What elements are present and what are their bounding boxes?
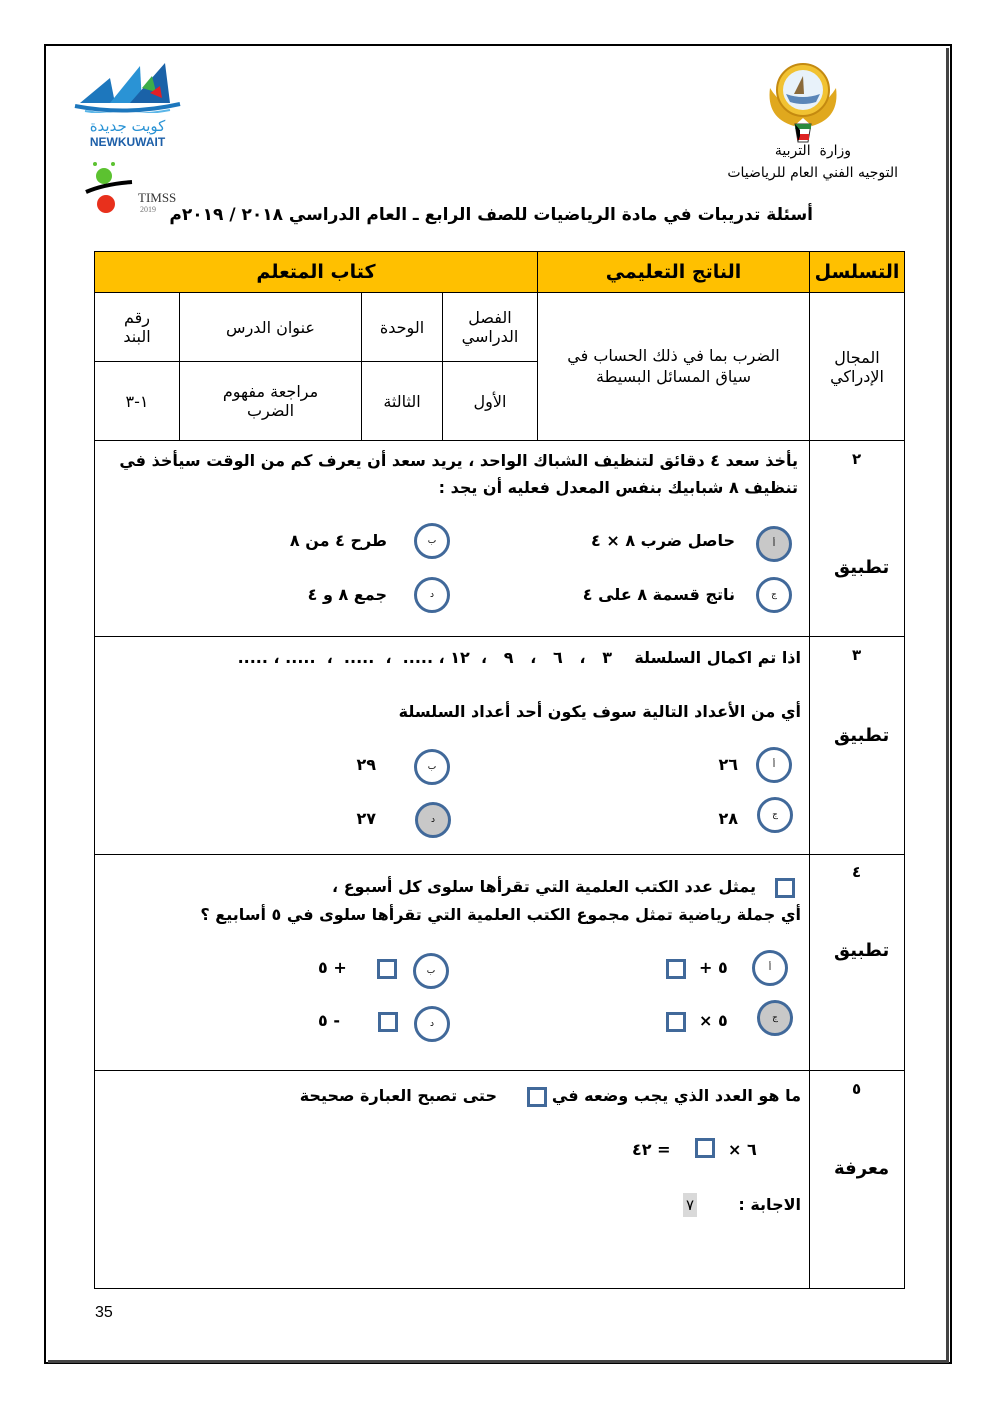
header-outcome: الناتج التعليمي	[537, 251, 810, 293]
ministry-name: وزارة التربية	[774, 143, 851, 159]
q4-option-a-radio[interactable]: أ	[752, 950, 788, 986]
timss-label: TIMSS	[138, 190, 177, 205]
newkuwait-english: NEWKUWAIT	[89, 135, 166, 149]
kuwait-emblem	[764, 58, 842, 150]
q5-inline-box	[527, 1087, 547, 1107]
value-semester: الأول	[442, 361, 538, 441]
cognitive-domain-label: المجال الإدراكي	[809, 292, 905, 441]
q3-number: ٣	[852, 646, 862, 664]
q5-text-after-box: حتى تصبح العبارة صحيحة	[299, 1086, 497, 1105]
q3-option-d-radio[interactable]: د	[415, 802, 451, 838]
subheader-item-number: رقم البند	[94, 292, 180, 362]
q2-number: ٢	[852, 450, 862, 468]
header-sequence: التسلسل	[809, 251, 905, 293]
q4-option-c-text: × ٥	[699, 1011, 728, 1030]
q3-option-c-radio[interactable]: ج	[757, 797, 793, 833]
value-unit: الثالثة	[361, 361, 443, 441]
q5-answer-label: الاجابة :	[738, 1195, 801, 1214]
q4-number: ٤	[852, 863, 862, 881]
q3-option-b-text: ٢٩	[356, 755, 376, 774]
q2-option-a-text: حاصل ضرب ٨ × ٤	[591, 531, 735, 550]
q2-option-c-radio[interactable]: ج	[756, 577, 792, 613]
q3-cell	[94, 636, 810, 855]
q4-side-cell	[809, 854, 905, 1071]
timss-figure-icon	[84, 160, 144, 215]
q3-option-a-radio[interactable]: أ	[756, 747, 792, 783]
q2-side-cell	[809, 440, 905, 637]
newkuwait-sail-icon	[70, 58, 185, 113]
q5-text-before-box: ما هو العدد الذي يجب وضعه في	[551, 1086, 801, 1105]
learning-outcome: الضرب بما في ذلك الحساب في سياق المسائل البسيطة	[537, 292, 810, 441]
page-number: 35	[95, 1304, 113, 1321]
q5-answer-value: ٧	[683, 1193, 697, 1217]
q5-equation-left: ٤٢ =	[632, 1140, 671, 1159]
page-title: أسئلة تدريبات في مادة الرياضيات للصف الرابع ـ العام الدراسي ٢٠١٨ / ٢٠١٩م	[169, 205, 813, 225]
q4-option-d-radio[interactable]: د	[414, 1006, 450, 1042]
q3-series-text: اذا تم اكمال السلسلة ٣ ، ٦ ، ٩ ، ١٢ ، ..... ، ..... ، ..... ، .....	[237, 648, 801, 667]
q3-option-c-text: ٢٨	[718, 809, 738, 828]
q5-domain: معرفة	[834, 1158, 890, 1179]
newkuwait-arabic: كويت جديدة	[89, 117, 166, 135]
q4-option-c-radio[interactable]: ج	[757, 1000, 793, 1036]
q2-option-b-text: طرح ٤ من ٨	[289, 531, 387, 550]
q2-text-line1: يأخذ سعد ٤ دقائق لتنظيف الشباك الواحد ، يريد سعد أن يعرف كم من الوقت سيأخذ في	[119, 451, 798, 470]
newkuwait-logo	[70, 58, 185, 149]
q4-option-d-text: ٥ -	[318, 1011, 340, 1030]
department-name: التوجيه الفني العام للرياضيات	[727, 165, 898, 181]
subheader-lesson-title: عنوان الدرس	[179, 292, 362, 362]
timss-year: 2019	[140, 205, 156, 214]
q4-option-b-box	[377, 959, 397, 979]
q2-domain: تطبيق	[834, 557, 890, 578]
value-item-number: ١-٣	[94, 361, 180, 441]
value-lesson-title: مراجعة مفهوم الضرب	[179, 361, 362, 441]
q4-option-c-box	[666, 1012, 686, 1032]
q4-option-d-box	[378, 1012, 398, 1032]
q4-text-line2: أي جملة رياضية تمثل مجموع الكتب العلمية التي تقرأها سلوى في ٥ أسابيع ؟	[200, 905, 801, 924]
q4-option-b-radio[interactable]: ب	[413, 953, 449, 989]
q3-domain: تطبيق	[834, 725, 890, 746]
kuwait-emblem-icon	[764, 58, 842, 146]
q4-option-a-text: + ٥	[699, 958, 728, 977]
q5-equation-box	[695, 1138, 715, 1158]
header-learner-book: كتاب المتعلم	[94, 251, 538, 293]
q4-text-line1: يمثل عدد الكتب العلمية التي تقرأها سلوى كل أسبوع ،	[332, 877, 756, 896]
q4-unknown-box	[775, 878, 795, 898]
q2-option-d-text: جمع ٨ و ٤	[307, 585, 387, 604]
q5-number: ٥	[852, 1080, 862, 1098]
q4-domain: تطبيق	[834, 940, 890, 961]
q5-side-cell	[809, 1070, 905, 1289]
q3-option-d-text: ٢٧	[356, 809, 376, 828]
q3-text-line2: أي من الأعداد التالية سوف يكون أحد أعداد السلسلة	[398, 702, 801, 721]
q5-equation-right: × ٦	[728, 1140, 757, 1159]
q3-option-a-text: ٢٦	[718, 755, 738, 774]
q2-option-c-text: ناتج قسمة ٨ على ٤	[582, 585, 735, 604]
subheader-semester: الفصل الدراسي	[442, 292, 538, 362]
q3-option-b-radio[interactable]: ب	[414, 749, 450, 785]
q2-option-a-radio[interactable]: أ	[756, 526, 792, 562]
q4-option-b-text: ٥ +	[318, 958, 347, 977]
subheader-unit: الوحدة	[361, 292, 443, 362]
q4-option-a-box	[666, 959, 686, 979]
q2-option-b-radio[interactable]: ب	[414, 523, 450, 559]
q2-text-line2: تنظيف ٨ شبابيك بنفس المعدل فعليه أن يجد :	[438, 478, 798, 497]
q2-option-d-radio[interactable]: د	[414, 577, 450, 613]
